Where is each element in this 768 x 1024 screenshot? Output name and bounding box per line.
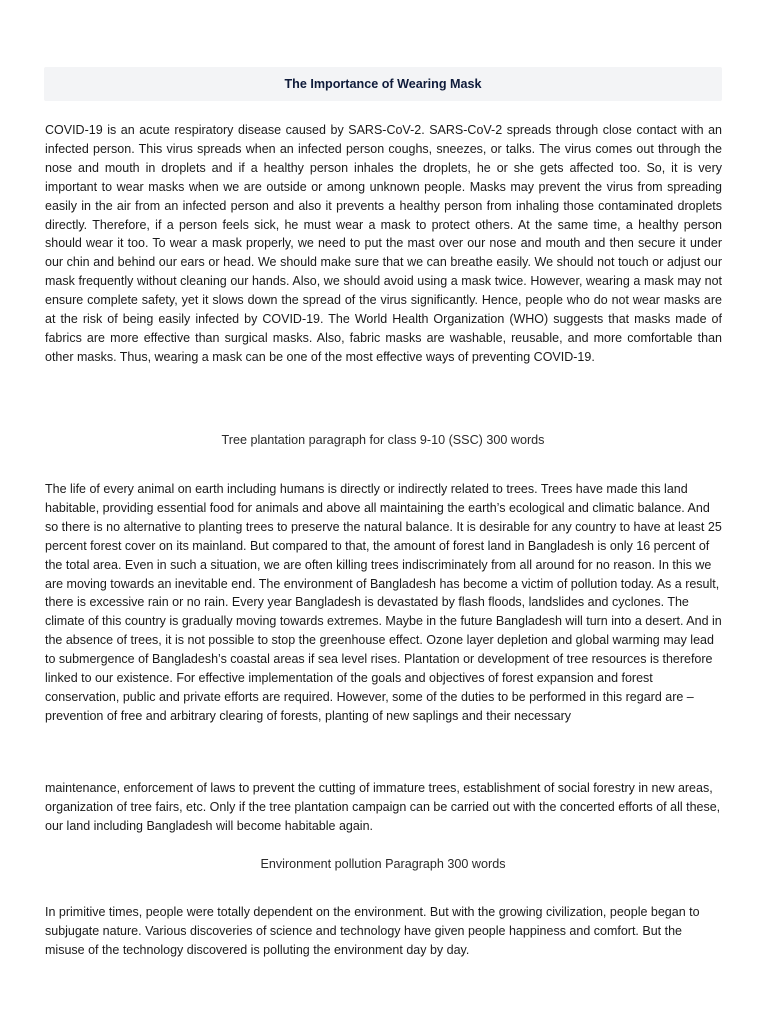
section-heading-mask: The Importance of Wearing Mask xyxy=(284,77,482,91)
paragraph-mask: COVID-19 is an acute respiratory disease caused by SARS-CoV-2. SARS-CoV-2 spreads through close contact with an infected person. This virus spreads when an infected person coughs, sneezes, or talks. The virus comes out through the nose and mouth in droplets and if a healthy person inhales the droplets, he or she gets affected too. So, it is very important to wear masks when we are outside or among unknown people. Masks may prevent the virus from spreading easily in the air from an infected person and also it prevents a healthy person from inhaling those contaminated droplets directly. Therefore, if a person feels sick, he must wear a mask to protect others. At the same time, a healthy person should wear it too. To wear a mask properly, we need to put the mast over our nose and mouth and then secure it under our chin and behind our ears or head. We should make sure that we can breathe easily. We should not touch or adjust our mask frequently without cleaning our hands. Also, we should avoid using a mask twice. However, wearing a mask may not ensure complete safety, yet it slows down the spread of the virus significantly. Hence, people who do not wear masks are at the risk of being easily infected by COVID-19. The World Health Organization (WHO) suggests that masks made of fabrics are more effective than surgical masks. Also, fabric masks are washable, reusable, and more comfortable than other masks. Thus, wearing a mask can be one of the most effective ways of preventing COVID-19. xyxy=(45,123,722,364)
section-heading-environment-pollution: Environment pollution Paragraph 300 words xyxy=(260,857,506,871)
paragraph-environment-pollution: In primitive times, people were totally dependent on the environment. But with the growing civilization, people began to subjugate nature. Various discoveries of science and technology have given people happiness and comfort. But the misuse of the technology discovered is polluting the environment day by day. xyxy=(45,905,700,957)
paragraph-tree-plantation-part1: The life of every animal on earth including humans is directly or indirectly related to trees. Trees have made this land habitable, providing essential food for animals and above all maintaining the earth’s ecological and climatic balance. And so there is no alternative to planting trees to preserve the natural balance. It is desirable for any country to have at least 25 percent forest cover on its mainland. But compared to that, the amount of forest land in Bangladesh is only 16 percent of the total area. Even in such a situation, we are often killing trees indiscriminately from all around for no reason. In this we are moving towards an inevitable end. The environment of Bangladesh has become a victim of pollution today. As a result, there is excessive rain or no rain. Every year Bangladesh is devastated by flash floods, landslides and cyclones. The climate of this country is gradually moving towards extremes. Maybe in the future Bangladesh will turn into a desert. And in the absence of trees, it is not possible to stop the greenhouse effect. Ozone layer depletion and global warming may lead to submergence of Bangladesh’s coastal areas if sea level rises. Plantation or development of tree resources is therefore linked to our existence. For effective implementation of the goals and objectives of forest expansion and forest conservation, public and private efforts are required. However, some of the duties to be performed in this regard are – prevention of free and arbitrary clearing of forests, planting of new saplings and their necessary xyxy=(45,482,722,723)
paragraph-tree-plantation-part2: maintenance, enforcement of laws to prevent the cutting of immature trees, establishment of social forestry in new areas, organization of tree fairs, etc. Only if the tree plantation campaign can be carried out with the concerted efforts of all these, our land including Bangladesh will become habitable again. xyxy=(45,781,721,833)
section-heading-tree-plantation: Tree plantation paragraph for class 9-10 (SSC) 300 words xyxy=(221,433,545,447)
